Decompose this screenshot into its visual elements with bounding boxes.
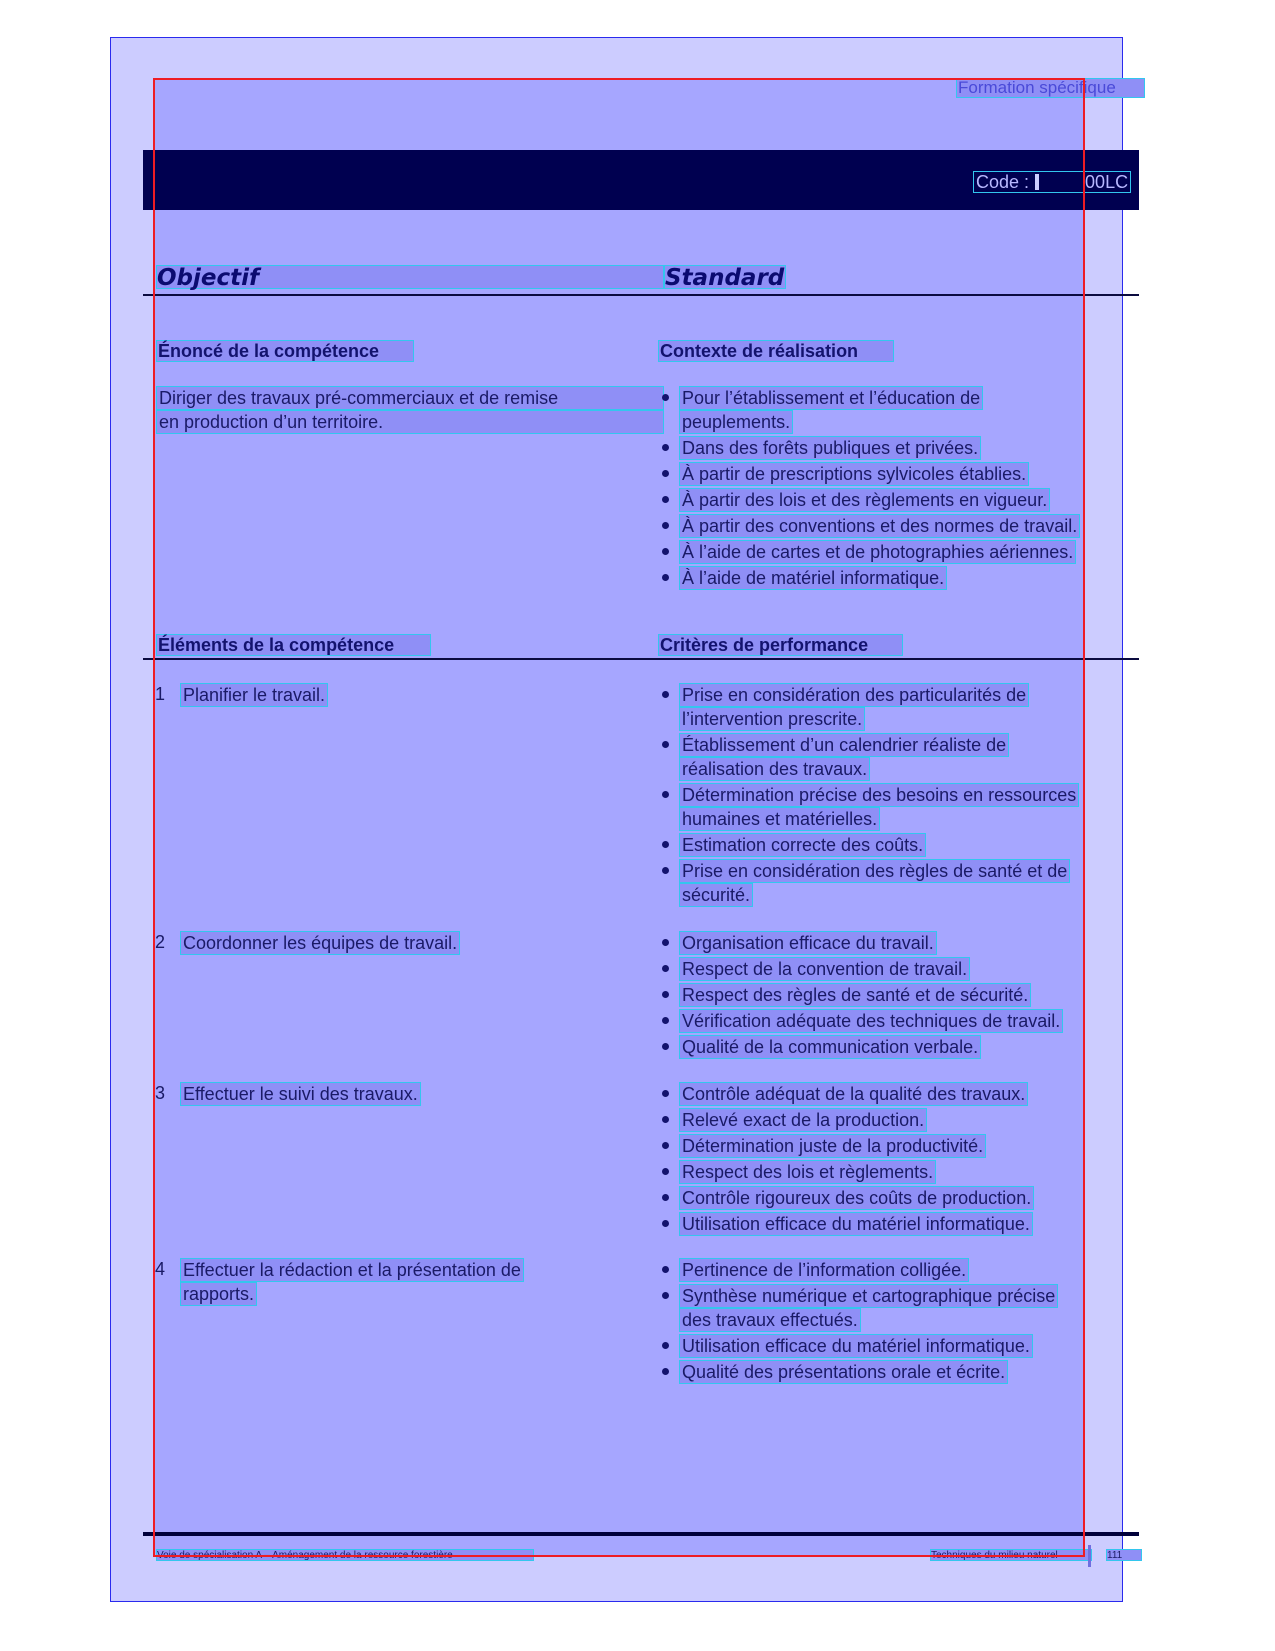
bullet-text: Qualité de la communication verbale. bbox=[679, 1035, 981, 1059]
bullet-text: Dans des forêts publiques et privées. bbox=[679, 436, 981, 460]
bullet-text: Détermination juste de la productivité. bbox=[679, 1134, 986, 1158]
bullet-text: peuplements. bbox=[679, 410, 793, 434]
bullet-icon bbox=[657, 835, 675, 853]
bullet-icon bbox=[657, 685, 675, 703]
bullet-icon bbox=[657, 490, 675, 508]
bullet-icon bbox=[657, 735, 675, 753]
bullet-text: Respect des lois et règlements. bbox=[679, 1160, 936, 1184]
bullet-icon bbox=[657, 861, 675, 879]
bullet-text: À partir de prescriptions sylvicoles établies. bbox=[679, 462, 1029, 486]
bullet-text: Contrôle adéquat de la qualité des travaux. bbox=[679, 1082, 1028, 1106]
bullet-icon bbox=[657, 1136, 675, 1154]
bullet-text: sécurité. bbox=[679, 883, 753, 907]
bullet-icon bbox=[657, 1037, 675, 1055]
bullet-text: Respect de la convention de travail. bbox=[679, 957, 970, 981]
bullet-icon bbox=[657, 985, 675, 1003]
bullet-text: À partir des lois et des règlements en vigueur. bbox=[679, 488, 1050, 512]
bullet-icon bbox=[657, 438, 675, 456]
course-code bbox=[973, 171, 1131, 193]
bullet-icon bbox=[657, 1110, 675, 1128]
element-number: 1 bbox=[155, 684, 166, 704]
bullet-text: Synthèse numérique et cartographique précise bbox=[679, 1284, 1058, 1308]
bullet-text: Pour l’établissement et l’éducation de bbox=[679, 386, 983, 410]
element-number: 2 bbox=[155, 932, 166, 952]
element-text: Coordonner les équipes de travail. bbox=[180, 931, 460, 955]
bullet-icon bbox=[657, 464, 675, 482]
bullet-text: Contrôle rigoureux des coûts de production. bbox=[679, 1186, 1034, 1210]
enonce-line-2: en production d’un territoire. bbox=[156, 410, 664, 434]
heading-rule bbox=[143, 294, 1139, 296]
bullet-text: Utilisation efficace du matériel informatique. bbox=[679, 1212, 1033, 1236]
footer-rule bbox=[143, 1532, 1139, 1536]
bullet-text: Vérification adéquate des techniques de travail. bbox=[679, 1009, 1063, 1033]
bullet-text: Prise en considération des particularités de bbox=[679, 683, 1029, 707]
bullet-text: humaines et matérielles. bbox=[679, 807, 880, 831]
bullet-text: Prise en considération des règles de santé et de bbox=[679, 859, 1070, 883]
bullet-icon bbox=[657, 1286, 675, 1304]
element-text: Effectuer le suivi des travaux. bbox=[180, 1082, 421, 1106]
element-text: rapports. bbox=[180, 1282, 257, 1306]
bullet-text: Pertinence de l’information colligée. bbox=[679, 1258, 969, 1282]
bullet-icon bbox=[657, 1084, 675, 1102]
bullet-icon bbox=[657, 1336, 675, 1354]
bullet-icon bbox=[657, 516, 675, 534]
bullet-text: réalisation des travaux. bbox=[679, 757, 870, 781]
bullet-text: À l’aide de cartes et de photographies aériennes. bbox=[679, 540, 1076, 564]
page-number: 111 bbox=[1106, 1549, 1142, 1561]
code-label: Code : bbox=[976, 172, 1030, 192]
enonce-line-1: Diriger des travaux pré-commerciaux et de remise bbox=[156, 386, 664, 410]
bullet-text: Respect des règles de santé et de sécurité. bbox=[679, 983, 1031, 1007]
label-elements: Éléments de la compétence bbox=[156, 634, 431, 656]
element-text: Effectuer la rédaction et la présentation de bbox=[180, 1258, 524, 1282]
element-number: 4 bbox=[155, 1259, 166, 1279]
label-criteres: Critères de performance bbox=[658, 634, 903, 656]
elements-rule bbox=[143, 658, 1139, 660]
element-text: Planifier le travail. bbox=[180, 683, 328, 707]
bullet-icon bbox=[657, 568, 675, 586]
bullet-icon bbox=[657, 933, 675, 951]
bullet-text: Organisation efficace du travail. bbox=[679, 931, 937, 955]
element-number: 3 bbox=[155, 1083, 166, 1103]
bullet-text: À partir des conventions et des normes de travail. bbox=[679, 514, 1080, 538]
bullet-icon bbox=[657, 1011, 675, 1029]
bullet-text: des travaux effectués. bbox=[679, 1308, 861, 1332]
bullet-text: À l’aide de matériel informatique. bbox=[679, 566, 947, 590]
bullet-text: Détermination précise des besoins en ressources bbox=[679, 783, 1079, 807]
bullet-icon bbox=[657, 1188, 675, 1206]
section-tag: Formation spécifique bbox=[956, 78, 1145, 98]
label-enonce: Énoncé de la compétence bbox=[156, 340, 414, 362]
footer-left: Voie de spécialisation A – Aménagement de la ressource forestière bbox=[156, 1549, 534, 1561]
bullet-text: Établissement d’un calendrier réaliste de bbox=[679, 733, 1009, 757]
bullet-icon bbox=[657, 1214, 675, 1232]
code-redaction-mark bbox=[1035, 174, 1039, 190]
bullet-text: Relevé exact de la production. bbox=[679, 1108, 927, 1132]
heading-standard: Standard bbox=[665, 265, 785, 291]
code-value: 00LC bbox=[1085, 172, 1129, 192]
bullet-icon bbox=[657, 1260, 675, 1278]
bullet-icon bbox=[657, 785, 675, 803]
label-contexte: Contexte de réalisation bbox=[658, 340, 894, 362]
page-number-marker bbox=[1088, 1545, 1091, 1567]
bullet-text: Utilisation efficace du matériel informatique. bbox=[679, 1334, 1033, 1358]
bullet-text: l’intervention prescrite. bbox=[679, 707, 865, 731]
heading-objectif: Objectif bbox=[156, 265, 664, 289]
bullet-icon bbox=[657, 1362, 675, 1380]
bullet-icon bbox=[657, 542, 675, 560]
bullet-icon bbox=[657, 1162, 675, 1180]
footer-right: Techniques du milieu naturel bbox=[930, 1549, 1092, 1561]
bullet-icon bbox=[657, 959, 675, 977]
bullet-text: Qualité des présentations orale et écrite. bbox=[679, 1360, 1008, 1384]
bullet-text: Estimation correcte des coûts. bbox=[679, 833, 926, 857]
bullet-icon bbox=[657, 388, 675, 406]
